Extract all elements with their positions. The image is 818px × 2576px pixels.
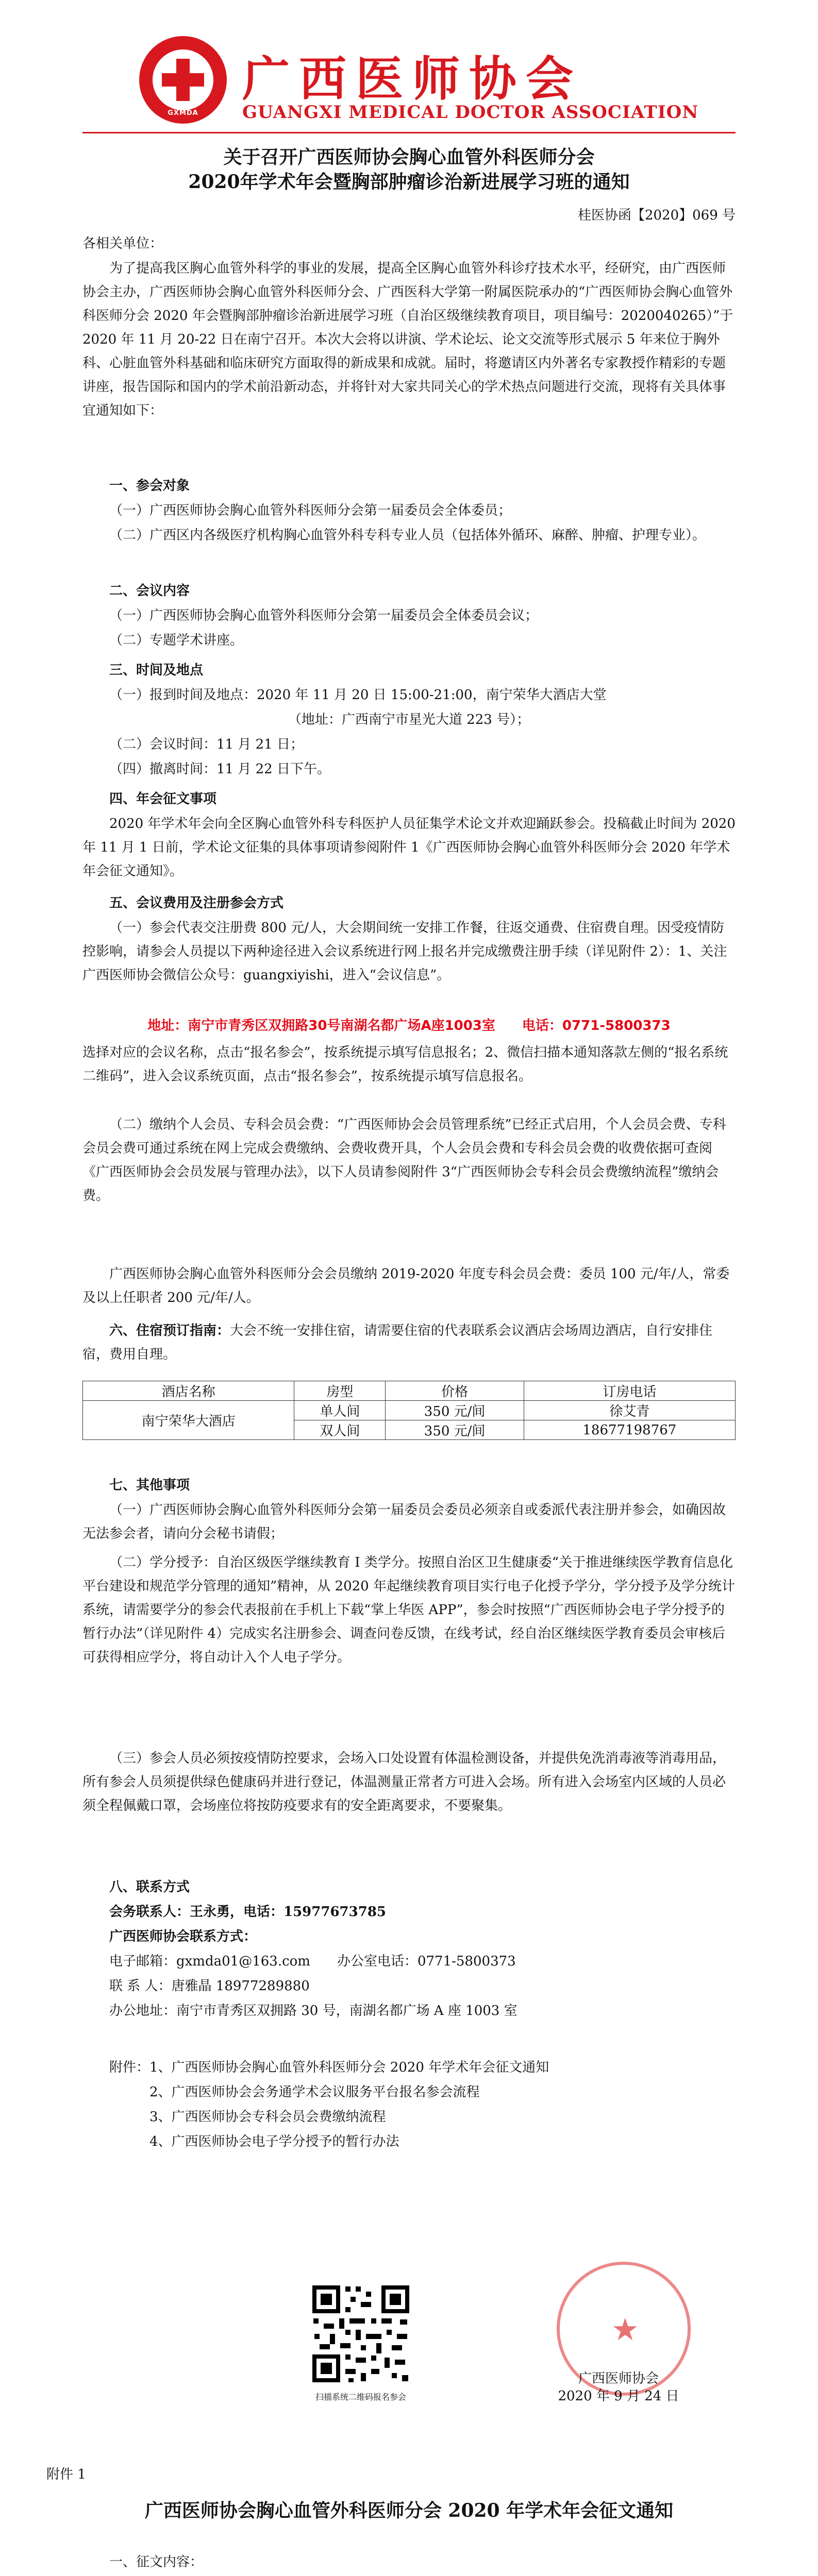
- section-3-address: （地址：广西南宁市星光大道 223 号）；: [288, 712, 530, 727]
- section-5-fee: 广西医师协会胸心血管外科医师分会会员缴纳 2019-2020 年度专科会员会费：委员 100 元/年/人，常委及以上任职者 200 元/年/人。: [82, 1266, 730, 1306]
- signature-date: 2020 年 9 月 24 日: [558, 2388, 679, 2404]
- room-price: 350 元/间: [386, 1401, 524, 1420]
- intro-paragraph: 为了提高我区胸心血管外科学的事业的发展，提高全区胸心血管外科诊疗技术水平，经研究，由广西医师协会主办，广西医师协会胸心血管外科医师分会、广西医科大学第一附属医院承办的“广西医师协会胸心血管外科医师分会 2020 年会暨胸部肿瘤诊治新进展学习班（自治区级继续教育项目，项目编号：2020040265）”于 2020 年 11 月 20-22 日在南宁召开。本次大会将以讲演、学术论坛、论文交流等形式展示 5 年来位于胸外科、心脏血管外科基础和临床研究方面取得的新成果和成就。届时，将邀请区内外著名专家教授作精彩的专题讲座，报告国际和国内的学术前沿新动态，并将针对大家共同关心的学术热点问题进行交流，现将有关具体事宜通知如下：: [82, 261, 733, 418]
- association-address: 办公地址：南宁市青秀区双拥路 30 号，南湖名都广场 A 座 1003 室: [109, 2003, 517, 2019]
- room-type: 双人间: [294, 1420, 386, 1440]
- section-3-item-c: （四）撤离时间：11 月 22 日下午。: [109, 761, 330, 777]
- association-email-phone: 电子邮箱：gxmda01@163.com 办公室电话：0771-5800373: [109, 1954, 516, 1969]
- attachment-item-1: 附件：1、广西医师协会胸心血管外科医师分会 2020 年学术年会征文通知: [109, 2060, 549, 2075]
- section-7-item-a: （一）广西医师协会胸心血管外科医师分会第一届委员会委员必须亲自或委派代表注册并参会，如确因故无法参会者，请向分会秘书请假；: [82, 1502, 726, 1541]
- letterhead-divider: [82, 132, 736, 133]
- section-2-item-b: （二）专题学术讲座。: [109, 633, 244, 648]
- signature-org: 广西医师协会: [578, 2371, 659, 2386]
- table-header: 订房电话: [524, 1381, 735, 1401]
- hotel-name: 南宁荣华大酒店: [83, 1401, 294, 1440]
- section-7-title: 七、其他事项: [109, 1478, 190, 1493]
- table-header-row: [83, 1381, 736, 1401]
- section-7-item-b: （二）学分授予：自治区级医学继续教育 I 类学分。按照自治区卫生健康委“关于推进继续医学教育信息化平台建设和规范学分管理的通知”精神，从 2020 年起继续教育项目实行电子化授予学分，学分授予及学分统计系统，请需要学分的参会代表报前在手机上下载“掌上华医 APP”，参会时按照“广西医师协会电子学分授予的暂行办法”（详见附件 4）完成实名注册参会、调查问卷反馈，在线考试，经自治区继续医学教育委员会审核后可获得相应学分，将自动计入个人电子学分。: [82, 1555, 735, 1665]
- notice-title-line2: 2020年学术年会暨胸部肿瘤诊治新进展学习班的通知: [188, 171, 630, 193]
- official-seal-icon: ★: [557, 2262, 691, 2396]
- section-6-title: 六、住宿预订指南：: [109, 1323, 230, 1338]
- section-2-item-a: （一）广西医师协会胸心血管外科医师分会第一届委员会全体委员会议；: [109, 608, 539, 623]
- attachment-item-4: 4、广西医师协会电子学分授予的暂行办法: [149, 2134, 399, 2149]
- attachment-item-3: 3、广西医师协会专科会员会费缴纳流程: [149, 2109, 386, 2125]
- section-4-title: 四、年会征文事项: [109, 791, 217, 807]
- section-3-item-a: （一）报到时间及地点：2020 年 11 月 20 日 15:00-21:00，南宁荣华大酒店大堂: [109, 687, 607, 703]
- table-row: [83, 1401, 736, 1420]
- section-2-title: 二、会议内容: [109, 583, 190, 599]
- section-1-item-a: （一）广西医师协会胸心血管外科医师分会第一届委员会全体委员；: [109, 503, 512, 518]
- hotel-table: [82, 1381, 736, 1440]
- room-price: 350 元/间: [386, 1420, 524, 1440]
- notice-title-line1: 关于召开广西医师协会胸心血管外科医师分会: [223, 146, 595, 168]
- room-type: 单人间: [294, 1401, 386, 1420]
- doc-number: 桂医协函【2020】069 号: [577, 208, 736, 223]
- section-5-item-b: （二）缴纳个人会员、专科会员会费：“广西医师协会会员管理系统”已经正式启用，个人会员会费、专科会员会费可通过系统在网上完成会费缴纳、会费收费开具，个人会员会费和专科会员会费的收费依据可查阅《广西医师协会会员发展与管理办法》，以下人员请参阅附件 3“广西医师协会专科会员会费缴纳流程”缴纳会费。: [82, 1117, 726, 1204]
- association-address-banner: 地址：南宁市青秀区双拥路30号南湖名都广场A座1003室 电话：0771-5800373: [147, 1018, 671, 1033]
- attachment-label: 附件 1: [46, 2467, 86, 2482]
- qr-caption: 扫描系统二维码报名参会: [315, 2392, 406, 2402]
- section-4-text: 2020 年学术年会向全区胸心血管外科专科医护人员征集学术论文并欢迎踊跃参会。投稿截止时间为 2020 年 11 月 1 日前，学术论文征集的具体事项请参阅附件 1《广西医师协会胸心血管外科医师分会 2020 年学术年会征文通知》。: [82, 816, 736, 879]
- table-header: 房型: [294, 1381, 386, 1401]
- section-3-title: 三、时间及地点: [109, 663, 204, 678]
- signature-block: [541, 2370, 696, 2405]
- section-5-item-a: （一）参会代表交注册费 800 元/人，大会期间统一安排工作餐，往返交通费、住宿费自理。因受疫情防控影响，请参会人员提以下两种途径进入会议系统进行网上报名并完成缴费注册手续（详见附件 2）：1、关注广西医师协会微信公众号：guangxiyishi，进入“会议信息”。: [82, 920, 727, 983]
- table-header: 价格: [386, 1381, 524, 1401]
- attachment-section-a-title: 一、征文内容：: [109, 2554, 204, 2570]
- section-1-item-b: （二）广西区内各级医疗机构胸心血管外科专科专业人员（包括体外循环、麻醉、肿瘤、护理专业）。: [109, 528, 706, 543]
- letterhead: [0, 0, 818, 129]
- contact-name: 徐艾青: [524, 1401, 735, 1420]
- registration-qr-code-icon[interactable]: [309, 2282, 412, 2385]
- logo-text: GXMDA: [168, 109, 198, 117]
- section-5-title: 五、会议费用及注册参会方式: [109, 895, 284, 911]
- attachment-item-2: 2、广西医师协会会务通学术会议服务平台报名参会流程: [149, 2084, 480, 2100]
- meeting-contact: 会务联系人：王永勇，电话：15977673785: [109, 1904, 386, 1920]
- table-header: 酒店名称: [83, 1381, 294, 1401]
- attachment-title: 广西医师协会胸心血管外科医师分会 2020 年学术年会征文通知: [144, 2500, 674, 2521]
- salutation: 各相关单位：: [82, 236, 163, 251]
- section-8-title: 八、联系方式: [109, 1879, 190, 1895]
- association-contact-title: 广西医师协会联系方式：: [109, 1929, 257, 1944]
- section-1-title: 一、参会对象: [109, 478, 190, 494]
- section-3-item-b: （二）会议时间：11 月 21 日；: [109, 737, 304, 752]
- association-contact-person: 联 系 人：唐雅晶 18977289880: [109, 1978, 310, 1994]
- section-5-item-a-cont: 选择对应的会议名称，点击“报名参会”，按系统提示填写信息报名；2、微信扫描本通知落款左侧的“报名系统二维码”，进入会议系统页面，点击“报名参会”，按系统提示填写信息报名。: [82, 1045, 728, 1084]
- org-name: 广西医师协会: [242, 52, 583, 107]
- org-name-en: GUANGXI MEDICAL DOCTOR ASSOCIATION: [242, 102, 699, 123]
- section-6-text: 大会不统一安排住宿，请需要住宿的代表联系会议酒店会场周边酒店，自行安排住宿，费用自理。: [82, 1323, 713, 1362]
- section-7-item-c: （三）参会人员必须按疫情防控要求，会场入口处设置有体温检测设备，并提供免洗消毒液等消毒用品，所有参会人员须提供绿色健康码并进行登记，体温测量正常者方可进入会场。所有进入会场室内区域的人员必须全程佩戴口罩，会场座位将按防疫要求有的安全距离要求，不要聚集。: [82, 1751, 726, 1814]
- contact-phone: 18677198767: [524, 1420, 735, 1440]
- section-6: [82, 1319, 736, 1366]
- association-logo-icon: [139, 36, 227, 124]
